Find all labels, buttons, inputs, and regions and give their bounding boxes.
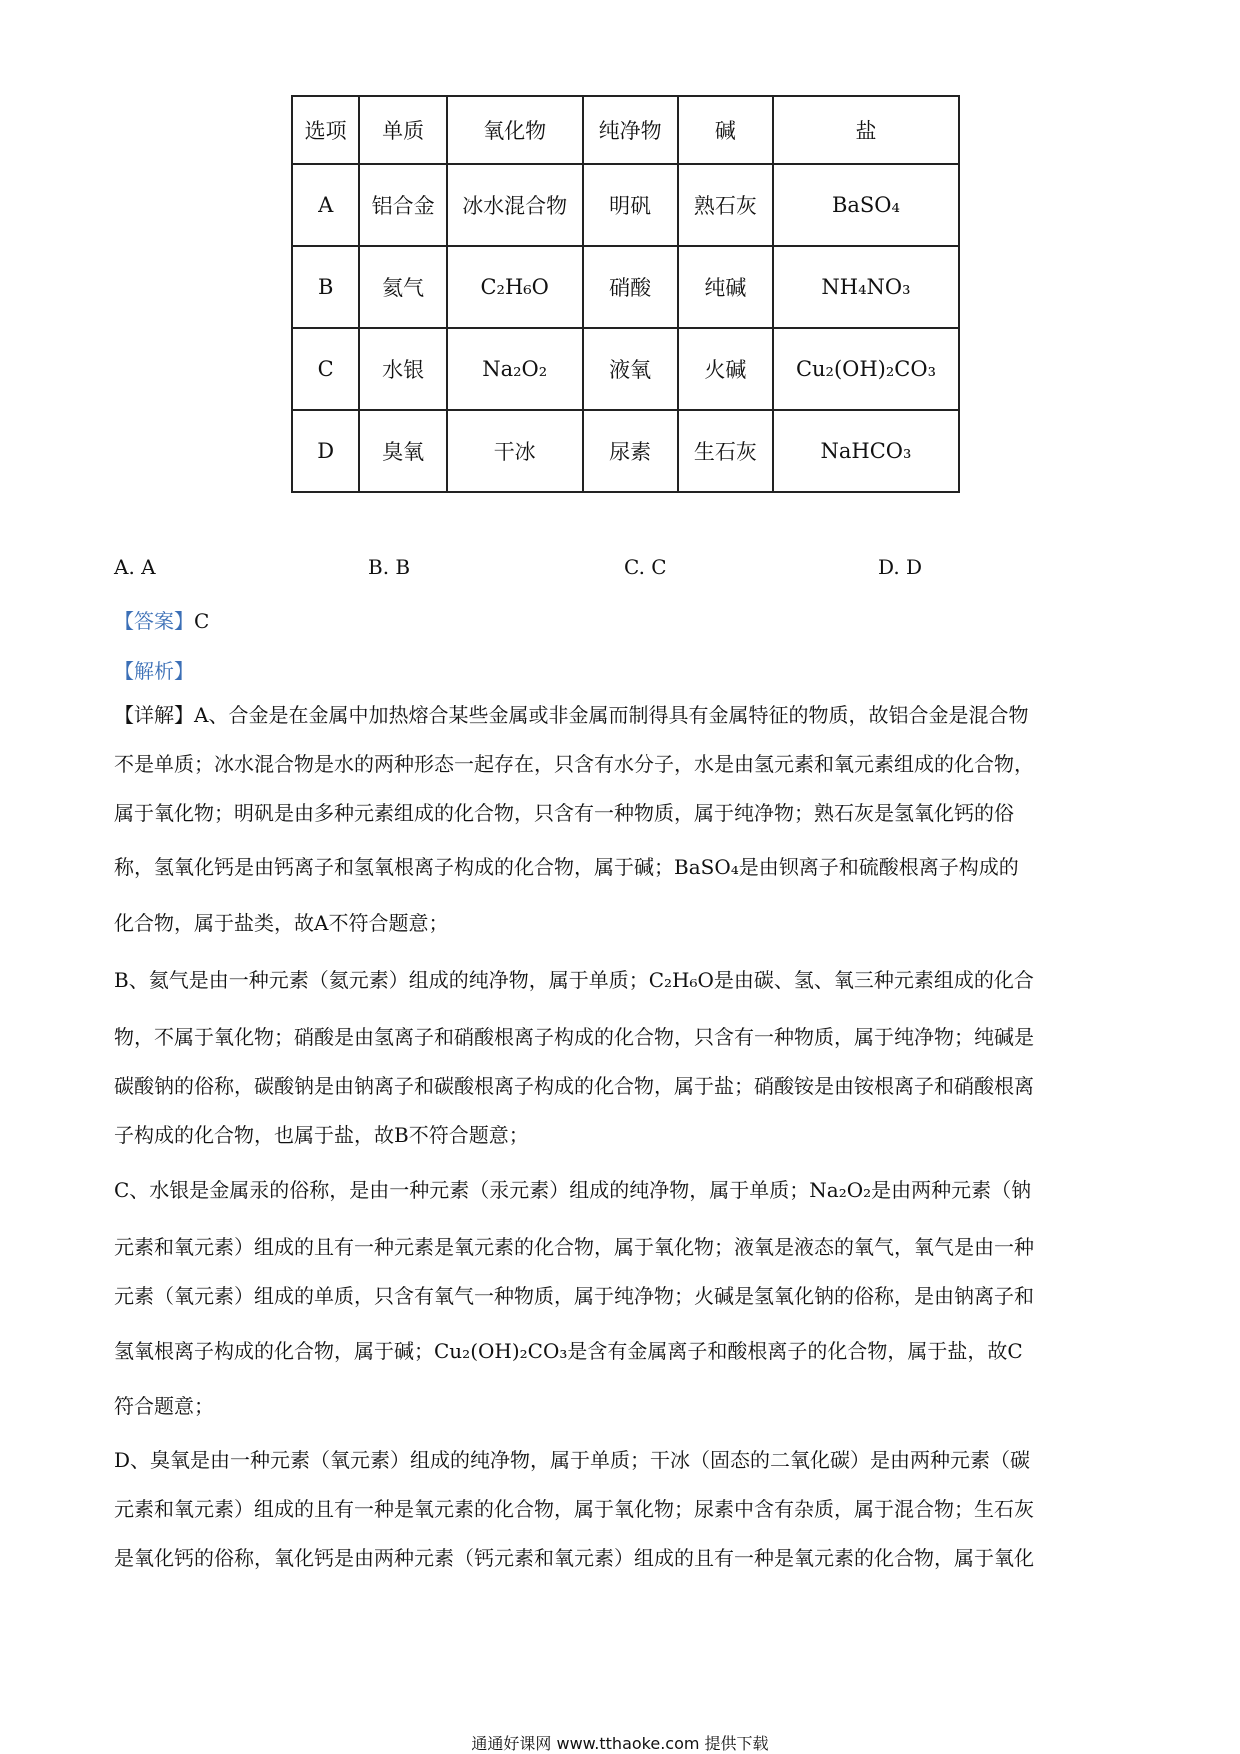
answer-options	[114, 555, 1134, 585]
analysis-line	[114, 655, 194, 684]
cell-option: D	[292, 410, 359, 492]
cell-option: C	[292, 328, 359, 410]
detail-line: 元素（氧元素）组成的单质，只含有氧气一种物质，属于纯净物；火碱是氢氧化钠的俗称，是由钠离子和	[114, 1284, 1034, 1308]
cell-oxide: 冰水混合物	[447, 164, 583, 246]
detail-line: 【详解】A、合金是在金属中加热熔合某些金属或非金属而制得具有金属特征的物质，故铝合金是混合物	[114, 703, 1029, 727]
detail-line: 子构成的化合物，也属于盐，故B不符合题意；	[114, 1123, 529, 1147]
detail-line: C、水银是金属汞的俗称，是由一种元素（汞元素）组成的纯净物，属于单质；Na₂O₂是由两种元素（钠	[114, 1178, 1032, 1202]
detail-line: 称，氢氧化钙是由钙离子和氢氧根离子构成的化合物，属于碱；BaSO₄是由钡离子和硫酸根离子构成的	[114, 855, 1019, 879]
detail-line: D、臭氧是由一种元素（氧元素）组成的纯净物，属于单质；干冰（固态的二氧化碳）是由两种元素（碳	[114, 1448, 1031, 1472]
cell-pure: 尿素	[583, 410, 678, 492]
detail-line: 化合物，属于盐类，故A不符合题意；	[114, 911, 449, 935]
detail-line: 氢氧根离子构成的化合物，属于碱；Cu₂(OH)₂CO₃是含有金属离子和酸根离子的化合物，属于盐，故C	[114, 1339, 1023, 1363]
cell-pure: 明矾	[583, 164, 678, 246]
detail-line: 元素和氧元素）组成的且有一种元素是氧元素的化合物，属于氧化物；液氧是液态的氧气，氧气是由一种	[114, 1235, 1034, 1259]
cell-oxide: C₂H₆O	[447, 246, 583, 328]
cell-pure: 液氧	[583, 328, 678, 410]
detail-line: 物，不属于氧化物；硝酸是由氢离子和硝酸根离子构成的化合物，只含有一种物质，属于纯净物；纯碱是	[114, 1025, 1034, 1049]
option-a: A. A	[114, 555, 156, 579]
option-c: C. C	[624, 555, 667, 579]
answer-line	[114, 605, 209, 634]
cell-element: 臭氧	[359, 410, 447, 492]
table-row	[292, 246, 959, 328]
header-salt: 盐	[773, 96, 959, 164]
detail-line: 碳酸钠的俗称，碳酸钠是由钠离子和碳酸根离子构成的化合物，属于盐；硝酸铵是由铵根离子和硝酸根离	[114, 1074, 1034, 1098]
cell-salt: NaHCO₃	[773, 410, 959, 492]
cell-option: B	[292, 246, 359, 328]
option-b: B. B	[368, 555, 411, 579]
table-row	[292, 328, 959, 410]
cell-salt: Cu₂(OH)₂CO₃	[773, 328, 959, 410]
detail-line: 元素和氧元素）组成的且有一种是氧元素的化合物，属于氧化物；尿素中含有杂质，属于混合物；生石灰	[114, 1497, 1034, 1521]
cell-base: 熟石灰	[678, 164, 773, 246]
answer-value: C	[194, 609, 210, 633]
cell-salt: NH₄NO₃	[773, 246, 959, 328]
header-element: 单质	[359, 96, 447, 164]
cell-pure: 硝酸	[583, 246, 678, 328]
analysis-tag: 【解析】	[114, 659, 194, 683]
header-option: 选项	[292, 96, 359, 164]
detail-line: 属于氧化物；明矾是由多种元素组成的化合物，只含有一种物质，属于纯净物；熟石灰是氢氧化钙的俗	[114, 801, 1014, 825]
table-header-row	[292, 96, 959, 164]
footer-watermark: 通通好课网 www.tthaoke.com 提供下载	[471, 1734, 769, 1753]
answer-tag: 【答案】	[114, 609, 194, 633]
header-pure: 纯净物	[583, 96, 678, 164]
cell-base: 纯碱	[678, 246, 773, 328]
cell-base: 火碱	[678, 328, 773, 410]
detail-line: 符合题意；	[114, 1394, 214, 1418]
cell-element: 铝合金	[359, 164, 447, 246]
table-row	[292, 410, 959, 492]
cell-element: 水银	[359, 328, 447, 410]
detail-line: B、氦气是由一种元素（氦元素）组成的纯净物，属于单质；C₂H₆O是由碳、氢、氧三种元素组成的化合	[114, 968, 1034, 992]
detail-line: 不是单质；冰水混合物是水的两种形态一起存在，只含有水分子，水是由氢元素和氧元素组成的化合物，	[114, 752, 1034, 776]
table-row	[292, 164, 959, 246]
cell-option: A	[292, 164, 359, 246]
cell-element: 氦气	[359, 246, 447, 328]
cell-oxide: Na₂O₂	[447, 328, 583, 410]
classification-table	[291, 95, 960, 493]
detail-line: 是氧化钙的俗称，氧化钙是由两种元素（钙元素和氧元素）组成的且有一种是氧元素的化合物，属于氧化	[114, 1546, 1034, 1570]
option-d: D. D	[878, 555, 923, 579]
cell-oxide: 干冰	[447, 410, 583, 492]
header-oxide: 氧化物	[447, 96, 583, 164]
cell-base: 生石灰	[678, 410, 773, 492]
cell-salt: BaSO₄	[773, 164, 959, 246]
header-base: 碱	[678, 96, 773, 164]
